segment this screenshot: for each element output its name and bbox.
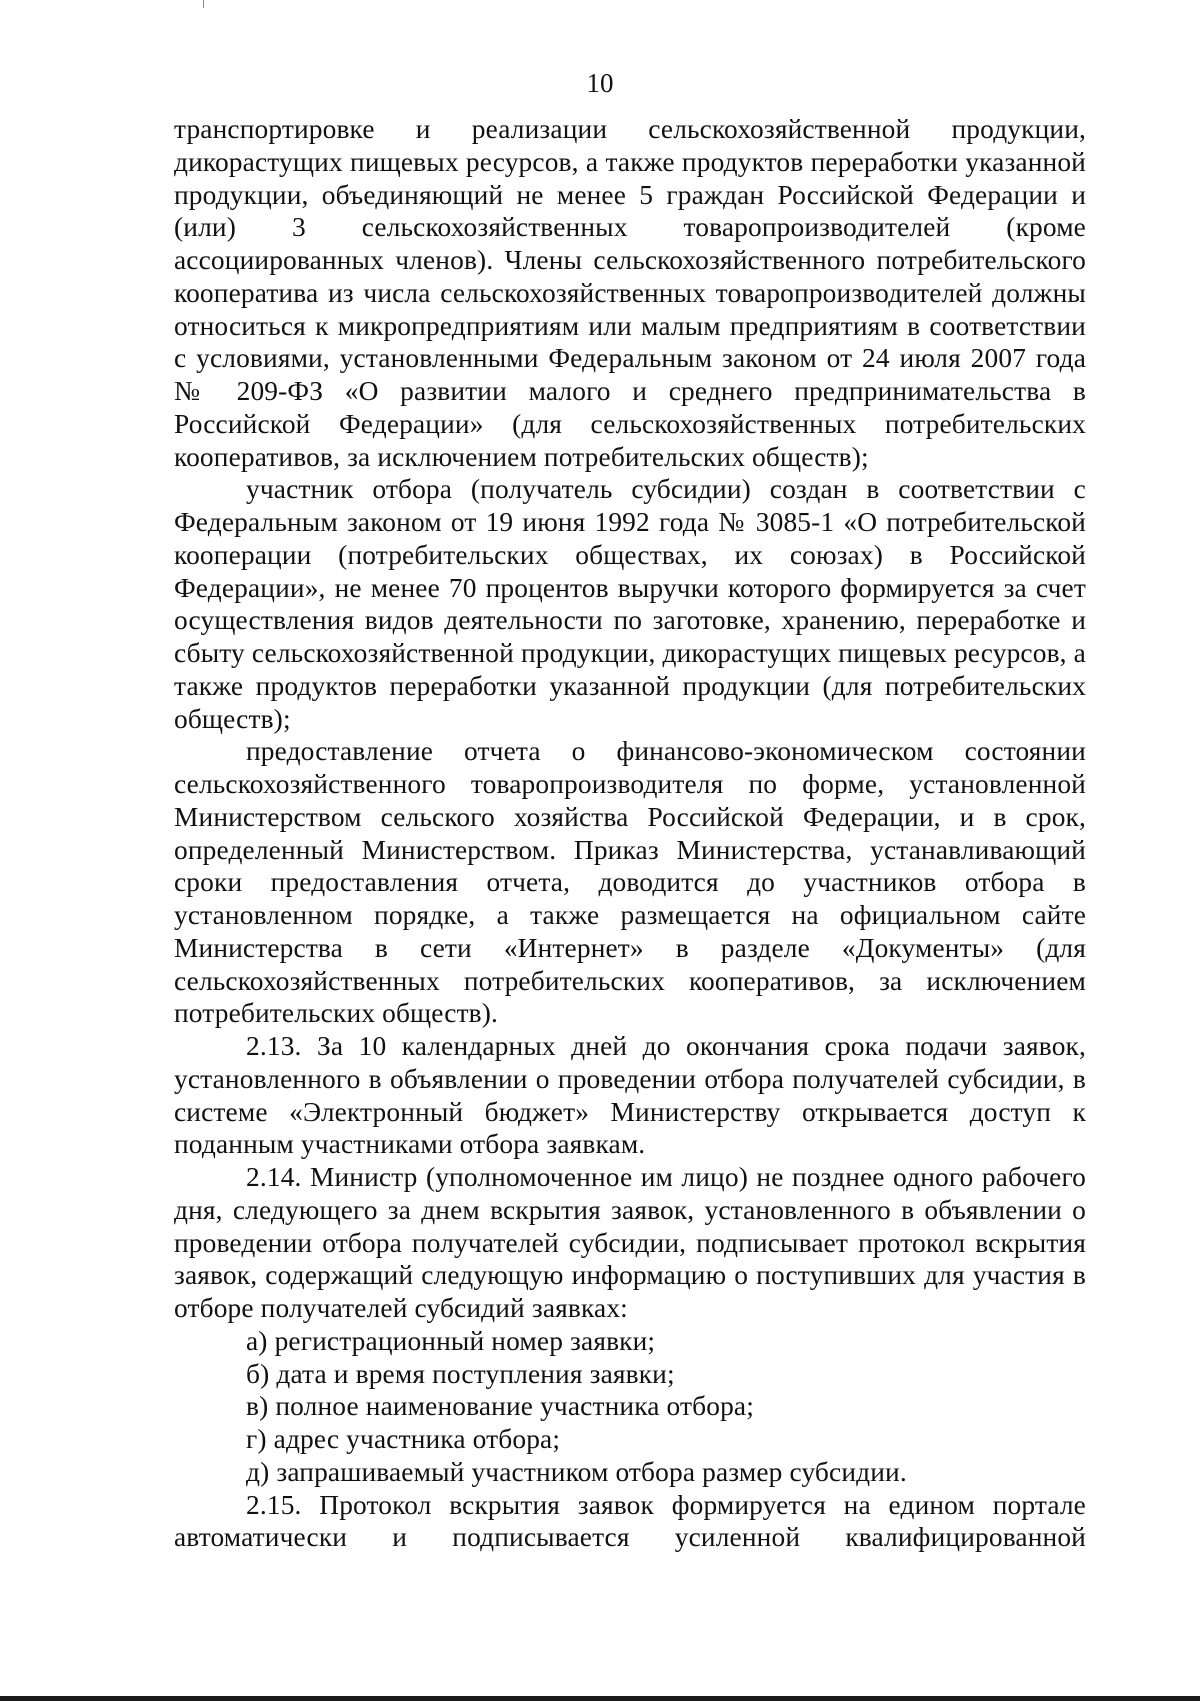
paragraph-report-submission: предоставление отчета о финансово-экономическом состоянии сельскохозяйственного товаропроизводителя по форме, установленной Министерством сельского хозяйства Российской Федерации, и в срок, определенный Министерством. Приказ Министерства, устанавливающий сроки предоставления отчета, доводится до участников отбора в установленном порядке, а также размещается на официальном сайте Министерства в сети «Интернет» в разделе «Документы» (для сельскохозяйственных потребительских кооперативов, за исключением потребительских обществ). [174, 736, 1086, 1029]
scan-edge-top-mark [203, 0, 204, 8]
list-item-g: г) адрес участника отбора; [246, 1424, 561, 1454]
scan-edge-bottom-border [0, 1696, 1200, 1701]
paragraph-2-14: 2.14. Министр (уполномоченное им лицо) не позднее одного рабочего дня, следующего за днем вскрытия заявок, установленного в объявлении о проведении отбора получателей субсидии, подписывает протокол вскрытия заявок, содержащий следующую информацию о поступивших для участия в отборе получателей субсидий заявках: [174, 1162, 1086, 1323]
list-item-b: б) дата и время поступления заявки; [246, 1358, 675, 1389]
list-item-a: а) регистрационный номер заявки; [246, 1325, 656, 1356]
paragraph-consumer-society-participant: участник отбора (получатель субсидии) создан в соответствии с Федеральным законом от 19 июня 1992 года № 3085-1 «О потребительской кооперации (потребительских обществах, их союзах) в Российской Федерации», не менее 70 процентов выручки которого формируется за счет осуществления видов деятельности по заготовке, хранению, переработке и сбыту сельскохозяйственной продукции, дикорастущих пищевых ресурсов, а также продуктов переработки указанной продукции (для потребительских обществ); [174, 474, 1086, 734]
paragraph-continuation: транспортировке и реализации сельскохозяйственной продукции, дикорастущих пищевых ресурсов, а также продуктов переработки указанной продукции, объединяющий не менее 5 граждан Российской Федерации и (или) 3 сельскохозяйственных товаропроизводителей (кроме ассоциированных членов). Члены сельскохозяйственного потребительского кооператива из числа сельскохозяйственных товаропроизводителей должны относиться к микропредприятиям или малым предприятиям в соответствии с условиями, установленными Федеральным законом от 24 июля 2007 года № 209-ФЗ «О развитии малого и среднего предпринимательства в Российской Федерации» (для сельскохозяйственных потребительских кооперативов, за исключением потребительских обществ); [174, 114, 1086, 472]
list-item-d: д) запрашиваемый участником отбора размер субсидии. [246, 1456, 907, 1487]
paragraph-2-15: 2.15. Протокол вскрытия заявок формируется на едином портале автоматически и подписывается усиленной квалифицированной [174, 1489, 1086, 1553]
document-body [174, 113, 1086, 1554]
page-number: 10 [586, 68, 614, 98]
list-item-v: в) полное наименование участника отбора; [246, 1391, 754, 1422]
paragraph-2-13: 2.13. За 10 календарных дней до окончания срока подачи заявок, установленного в объявлении о проведении отбора получателей субсидии, в системе «Электронный бюджет» Министерству открывается доступ к поданным участниками отбора заявкам. [174, 1031, 1086, 1160]
